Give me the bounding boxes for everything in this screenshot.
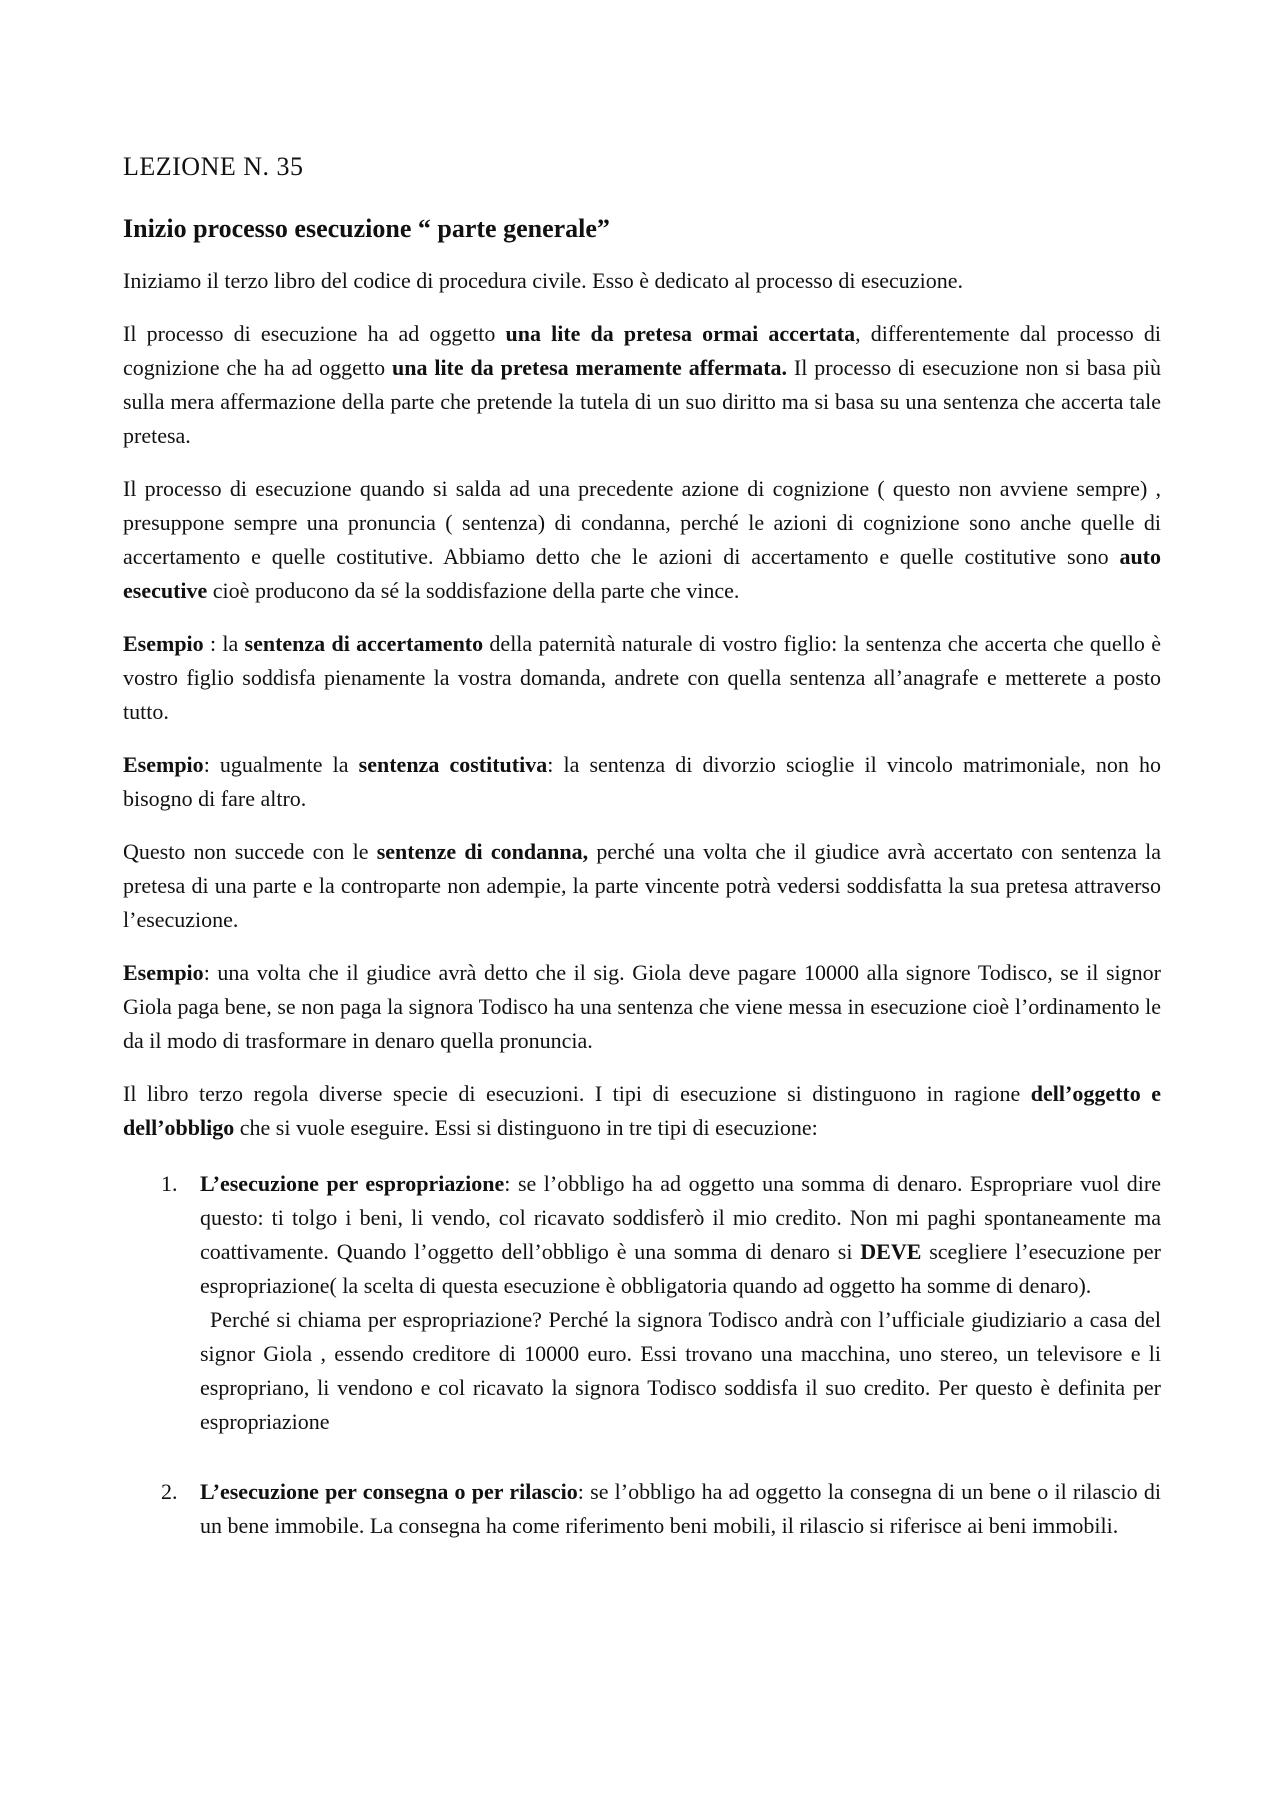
paragraph-intro xyxy=(123,264,1161,298)
bold-text: una lite da pretesa meramente affermata. xyxy=(391,355,788,380)
bold-text: L’esecuzione per espropriazione xyxy=(200,1171,505,1196)
text-run: : se l’obbligo ha ad oggetto una somma di denaro. Espropriare vuol dire questo: ti tolgo i beni, li vendo, col ricavato soddisferò il mio credito. Non mi paghi spontaneamente ma coattivamente. Quando l’oggetto dell’obbligo è una somma di denaro si xyxy=(200,1171,1161,1264)
list-item-text xyxy=(200,1167,1161,1303)
bold-text: Esempio xyxy=(123,752,204,777)
bold-text: Esempio xyxy=(123,631,204,656)
list-item xyxy=(123,1475,1161,1543)
text-run: scegliere l’esecuzione per espropriazione( la scelta di questa esecuzione è obbligatoria quando ad oggetto ha somme di denaro). xyxy=(200,1239,1161,1298)
text-run: Questo non succede con le xyxy=(123,839,377,864)
text-run: Il processo di esecuzione non si basa più sulla mera affermazione della parte che pretende la tutela di un suo diritto ma si basa su una sentenza che accerta tale pretesa. xyxy=(123,355,1161,448)
text-run: : una volta che il giudice avrà detto che il sig. Giola deve pagare 10000 alla signore Todisco, se il signor Giola paga bene, se non paga la signora Todisco ha una sentenza che viene messa in esecuzione cioè l’ordinamento le da il modo di trasformare in denaro quella pronuncia. xyxy=(123,960,1161,1053)
list-item-text xyxy=(200,1475,1161,1543)
bold-text: L’esecuzione per consegna o per rilascio xyxy=(200,1479,578,1504)
bold-text: auto esecutive xyxy=(123,544,1161,603)
list-number: 2. xyxy=(161,1479,178,1504)
bold-text: Esempio xyxy=(123,960,204,985)
paragraph-condanna xyxy=(123,835,1161,937)
bold-text: sentenza costitutiva xyxy=(358,752,548,777)
list-item-continuation xyxy=(200,1303,1161,1439)
text-run: : ugualmente la xyxy=(203,752,359,777)
paragraph-libro-terzo xyxy=(123,1077,1161,1145)
paragraph-esempio-costitutiva xyxy=(123,748,1161,816)
list-item xyxy=(123,1167,1161,1439)
text-run: perché una volta che il giudice avrà accertato con sentenza la pretesa di una parte e la controparte non adempie, la parte vincente potrà vedersi soddisfatta la sua pretesa attraverso l’esecuzione. xyxy=(123,839,1161,932)
text-run: Perché si chiama per espropriazione? Perché la signora Todisco andrà con l’ufficiale giudiziario a casa del signor Giola , essendo creditore di 10000 euro. Essi trovano una macchina, uno stereo, un televisore e li espropriano, li vendono e col ricavato la signora Todisco soddisfa il suo credito. Per questo è definita per espropriazione xyxy=(200,1307,1161,1434)
bold-text: sentenze di condanna, xyxy=(376,839,589,864)
list-number: 1. xyxy=(161,1171,178,1196)
execution-types-list xyxy=(123,1167,1161,1543)
bold-text: sentenza di accertamento xyxy=(244,631,484,656)
paragraph-oggetto xyxy=(123,317,1161,453)
text-run: Il processo di esecuzione quando si salda ad una precedente azione di cognizione ( questo non avviene sempre) , presuppone sempre una pronuncia ( sentenza) di condanna, perché le azioni di cognizione sono anche quelle di accertamento e quelle costitutive. Abbiamo detto che le azioni di accertamento e quelle costitutive sono xyxy=(123,476,1161,569)
text-run: della paternità naturale di vostro figlio: la sentenza che accerta che quello è vostro figlio soddisfa pienamente la vostra domanda, andrete con quella sentenza all’anagrafe e metterete a posto tutto. xyxy=(123,631,1161,724)
text-run: , differentemente dal processo di cognizione che ha ad oggetto xyxy=(123,321,1162,380)
bold-text: una lite da pretesa ormai accertata xyxy=(505,321,856,346)
paragraph-esempio-accertamento xyxy=(123,627,1161,729)
bold-text: dell’oggetto e dell’obbligo xyxy=(123,1081,1161,1140)
text-run: : se l’obbligo ha ad oggetto la consegna di un bene o il rilascio di un bene immobile. La consegna ha come riferimento beni mobili, il rilascio si riferisce ai beni immobili. xyxy=(200,1479,1162,1538)
bold-text: DEVE xyxy=(860,1239,922,1264)
text-run: che si vuole eseguire. Essi si distinguono in tre tipi di esecuzione: xyxy=(234,1115,818,1140)
paragraph-cognizione xyxy=(123,472,1161,608)
text-run: : la sentenza di divorzio scioglie il vincolo matrimoniale, non ho bisogno di fare altro. xyxy=(123,752,1161,811)
text-run: Il processo di esecuzione ha ad oggetto xyxy=(123,321,506,346)
paragraph-text: Iniziamo il terzo libro del codice di procedura civile. Esso è dedicato al processo di esecuzione. xyxy=(123,268,963,293)
text-run: cioè producono da sé la soddisfazione della parte che vince. xyxy=(207,578,740,603)
text-run: Il libro terzo regola diverse specie di esecuzioni. I tipi di esecuzione si distinguono in ragione xyxy=(123,1081,1031,1106)
page-title: Inizio processo esecuzione “ parte generale” xyxy=(123,214,610,243)
text-run: : la xyxy=(203,631,245,656)
document-body xyxy=(123,150,1161,1579)
paragraph-esempio-giola xyxy=(123,956,1161,1058)
lesson-number: LEZIONE N. 35 xyxy=(123,152,304,181)
